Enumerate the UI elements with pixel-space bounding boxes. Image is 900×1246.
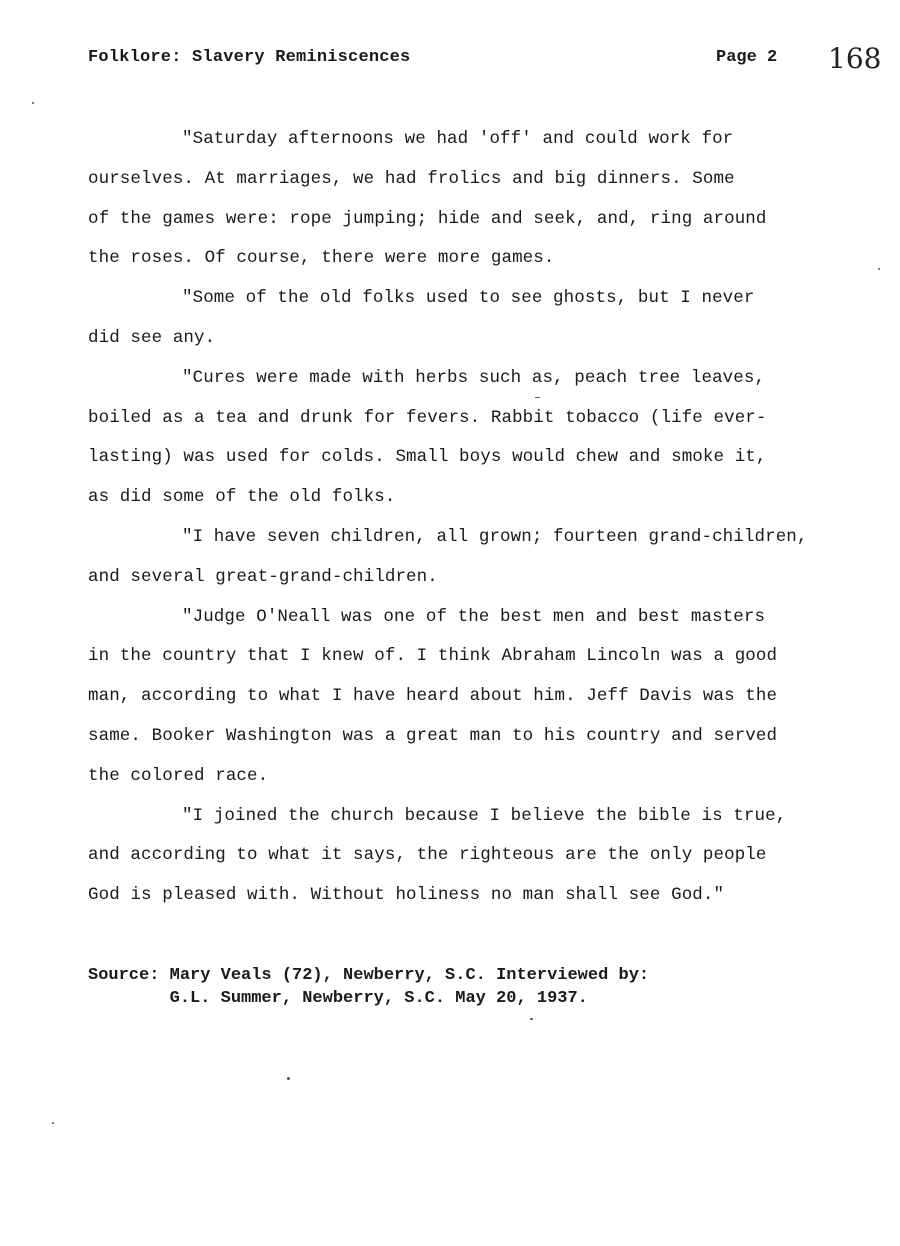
paragraph-text: "I joined the church because I believe the bible is true, and according to what it says, the righteous are the only people God is pleased with. Without holiness no man shall see God." [88,805,787,906]
source-line-1: Source: Mary Veals (72), Newberry, S.C. Interviewed by: [88,966,650,985]
paragraph [88,598,878,797]
stamped-page-number: 168 [828,42,882,75]
paragraph [88,797,878,916]
paragraph-text: "Some of the old folks used to see ghosts, but I never did see any. [88,288,755,348]
body-text [88,120,878,916]
scan-speck [535,397,540,398]
paragraph [88,279,878,359]
scan-speck [287,1077,290,1080]
paragraph-text: "Saturday afternoons we had 'off' and could work for ourselves. At marriages, we had frolics and big dinners. Some of the games were: rope jumping; hide and seek, and, ring around the roses. Of course, there were more games. [88,129,767,269]
scan-speck [52,1122,54,1124]
source-citation [88,964,649,1010]
header-page-label: Page 2 [716,48,778,67]
paragraph-text: "Judge O'Neall was one of the best men and best masters in the country that I knew of. I think Abraham Lincoln was a good man, according to what I have heard about him. Jeff Davis was the same. Booker Washington was a great man to his country and served the colored race. [88,606,778,786]
scan-speck [878,268,880,270]
header-title: Folklore: Slavery Reminiscences [88,48,411,67]
scan-speck [32,102,34,104]
scan-speck [530,1018,533,1020]
paragraph-text: "Cures were made with herbs such as, peach tree leaves, boiled as a tea and drunk for fevers. Rabbit tobacco (life ever- lasting) was used for colds. Small boys would chew and smoke it, as did some of the old folks. [88,367,767,508]
paragraph-text: "I have seven children, all grown; fourteen grand-children, and several great-grand-children. [88,526,808,587]
source-line-2: G.L. Summer, Newberry, S.C. May 20, 1937. [88,989,588,1008]
paragraph [88,120,878,279]
paragraph [88,359,878,518]
paragraph [88,518,878,598]
